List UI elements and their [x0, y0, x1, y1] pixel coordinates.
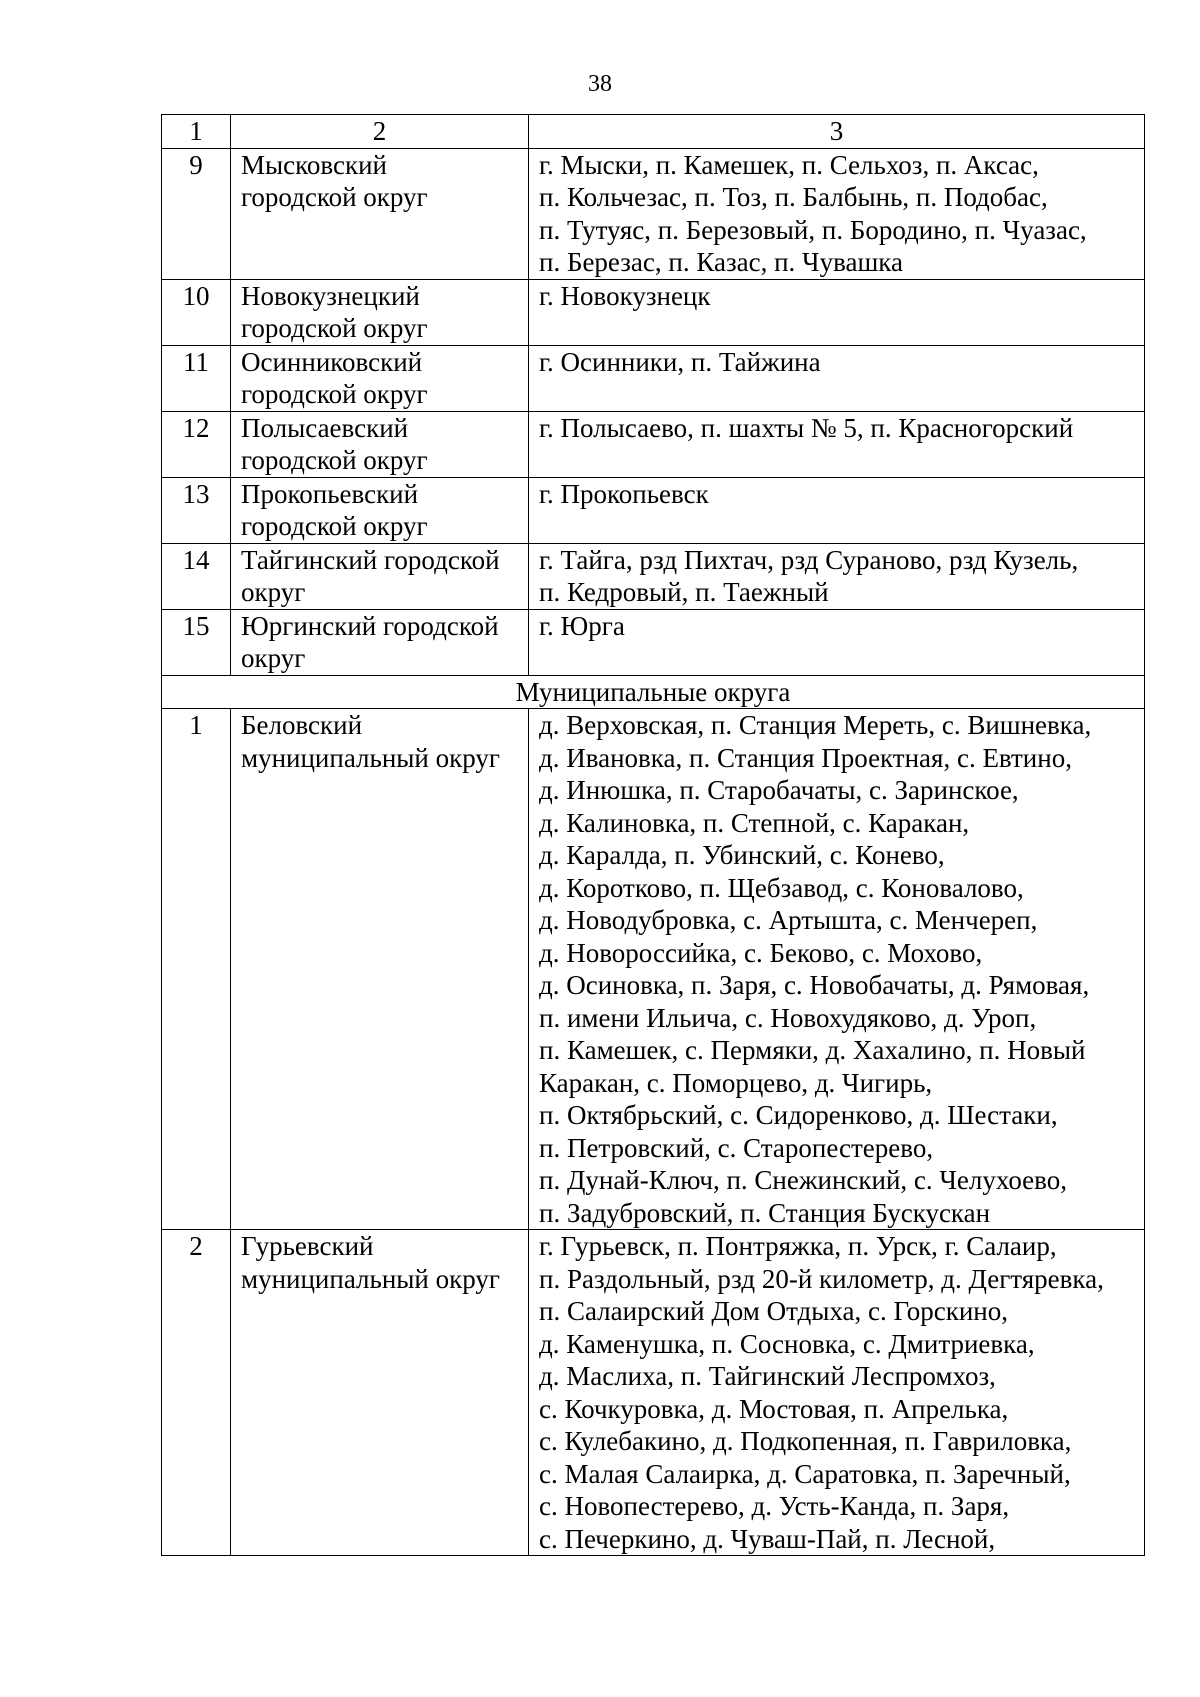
settlements-line: п. Тутуяс, п. Березовый, п. Бородино, п. Чуазас, [539, 214, 1087, 245]
settlements-cell [529, 543, 1145, 609]
table-body [162, 115, 1145, 1556]
settlements-line: с. Печеркино, д. Чуваш-Пай, п. Лесной, [539, 1523, 996, 1554]
row-number: 1 [162, 709, 231, 1230]
row-number: 10 [162, 279, 231, 345]
table-row [162, 709, 1145, 1230]
district-name-line: Полысаевский [241, 412, 409, 443]
row-number: 14 [162, 543, 231, 609]
table-header-row [162, 115, 1145, 149]
table-row [162, 477, 1145, 543]
settlements-line: п. Раздольный, рзд 20-й километр, д. Дегтяревка, [539, 1263, 1104, 1294]
settlements-line: г. Новокузнецк [539, 280, 711, 311]
settlements-line: с. Новопестерево, д. Усть-Канда, п. Заря, [539, 1491, 1010, 1521]
district-name-line: Новокузнецкий [241, 280, 420, 311]
settlements-line: п. Дунай-Ключ, п. Снежинский, с. Челухоево, [539, 1165, 1067, 1195]
settlements-line: г. Гурьевск, п. Понтряжка, п. Урск, г. Салаир, [539, 1231, 1057, 1261]
settlements-line: п. Кедровый, п. Таежный [539, 577, 829, 607]
district-name-line: городской округ [241, 182, 428, 212]
settlements-line: Каракан, с. Поморцево, д. Чигирь, [539, 1067, 933, 1098]
settlements-line: г. Юрга [539, 610, 625, 641]
row-number: 11 [162, 345, 231, 411]
table-row [162, 345, 1145, 411]
district-name-line: городской округ [241, 379, 428, 409]
settlements-line: с. Кулебакино, д. Подкопенная, п. Гавриловка, [539, 1426, 1072, 1456]
settlements-line: п. Камешек, с. Пермяки, д. Хахалино, п. Новый [539, 1035, 1086, 1065]
table-row [162, 279, 1145, 345]
district-name-line: Мысковский [241, 149, 387, 180]
settlements-line: д. Маслиха, п. Тайгинский Леспромхоз, [539, 1361, 996, 1391]
district-name-cell [231, 411, 529, 477]
settlements-line: д. Коротково, п. Щебзавод, с. Коновалово, [539, 872, 1024, 903]
settlements-cell [529, 279, 1145, 345]
settlements-line: д. Каменушка, п. Сосновка, с. Дмитриевка, [539, 1328, 1035, 1359]
district-name-cell [231, 709, 529, 1230]
table-row [162, 411, 1145, 477]
district-name-line: Осинниковский [241, 346, 423, 377]
settlements-line: п. Салаирский Дом Отдыха, с. Горскино, [539, 1296, 1008, 1326]
settlements-line: п. Березас, п. Казас, п. Чувашка [539, 247, 903, 277]
section-title: Муниципальные округа [162, 675, 1145, 709]
district-name-line: муниципальный округ [241, 1263, 500, 1294]
row-number: 13 [162, 477, 231, 543]
district-name-line: муниципальный округ [241, 742, 500, 773]
district-name-line: округ [241, 643, 306, 673]
page-number: 38 [588, 71, 612, 97]
header-col-3: 3 [529, 115, 1145, 149]
settlements-line: д. Ивановка, п. Станция Проектная, с. Евтино, [539, 742, 1072, 773]
settlements-line: п. Петровский, с. Старопестерево, [539, 1132, 934, 1163]
settlements-line: г. Полысаево, п. шахты № 5, п. Красногорский [539, 412, 1074, 443]
settlements-line: г. Тайга, рзд Пихтач, рзд Сураново, рзд Кузель, [539, 544, 1079, 575]
settlements-line: п. имени Ильича, с. Новохудяково, д. Уроп, [539, 1002, 1037, 1033]
district-name-line: городской округ [241, 445, 428, 475]
districts-table [161, 114, 1145, 1556]
table-row [162, 609, 1145, 675]
settlements-line: п. Октябрьский, с. Сидоренково, д. Шестаки, [539, 1100, 1058, 1130]
table-row [162, 1230, 1145, 1556]
settlements-line: г. Осинники, п. Тайжина [539, 346, 821, 377]
district-name-cell [231, 1230, 529, 1556]
district-name-line: округ [241, 577, 306, 607]
settlements-line: с. Кочкуровка, д. Мостовая, п. Апрелька, [539, 1393, 1009, 1424]
district-name-cell [231, 279, 529, 345]
table-row [162, 543, 1145, 609]
district-name-line: Прокопьевский [241, 478, 419, 509]
settlements-line: г. Мыски, п. Камешек, п. Сельхоз, п. Аксас, [539, 149, 1039, 180]
district-name-line: городской округ [241, 313, 428, 343]
row-number: 9 [162, 148, 231, 279]
settlements-line: д. Новодубровка, с. Артышта, с. Менчереп, [539, 905, 1038, 935]
settlements-line: д. Верховская, п. Станция Мереть, с. Вишневка, [539, 710, 1092, 740]
settlements-cell [529, 709, 1145, 1230]
row-number: 15 [162, 609, 231, 675]
settlements-cell [529, 148, 1145, 279]
settlements-cell [529, 345, 1145, 411]
district-name-cell [231, 477, 529, 543]
settlements-cell [529, 477, 1145, 543]
header-col-1: 1 [162, 115, 231, 149]
settlements-line: д. Каралда, п. Убинский, с. Конево, [539, 840, 945, 870]
settlements-cell [529, 1230, 1145, 1556]
section-header-row [162, 675, 1145, 709]
district-name-line: городской округ [241, 511, 428, 541]
settlements-line: г. Прокопьевск [539, 478, 709, 509]
district-name-line: Гурьевский [241, 1231, 374, 1261]
settlements-line: с. Малая Салаирка, д. Саратовка, п. Заречный, [539, 1458, 1071, 1489]
row-number: 12 [162, 411, 231, 477]
settlements-line: д. Инюшка, п. Старобачаты, с. Заринское, [539, 775, 1019, 805]
settlements-line: д. Новороссийка, с. Беково, с. Мохово, [539, 937, 983, 968]
row-number: 2 [162, 1230, 231, 1556]
district-name-cell [231, 345, 529, 411]
district-name-cell [231, 543, 529, 609]
district-name-cell [231, 609, 529, 675]
settlements-line: д. Осиновка, п. Заря, с. Новобачаты, д. Рямовая, [539, 970, 1090, 1000]
settlements-cell [529, 609, 1145, 675]
district-name-line: Юргинский городской [241, 610, 499, 641]
settlements-line: д. Калиновка, п. Степной, с. Каракан, [539, 807, 970, 838]
table-row [162, 148, 1145, 279]
district-name-line: Тайгинский городской [241, 544, 500, 575]
settlements-line: п. Кольчезас, п. Тоз, п. Балбынь, п. Подобас, [539, 182, 1048, 212]
header-col-2: 2 [231, 115, 529, 149]
settlements-line: п. Задубровский, п. Станция Бускускан [539, 1197, 991, 1228]
district-name-line: Беловский [241, 710, 363, 740]
district-name-cell [231, 148, 529, 279]
settlements-cell [529, 411, 1145, 477]
